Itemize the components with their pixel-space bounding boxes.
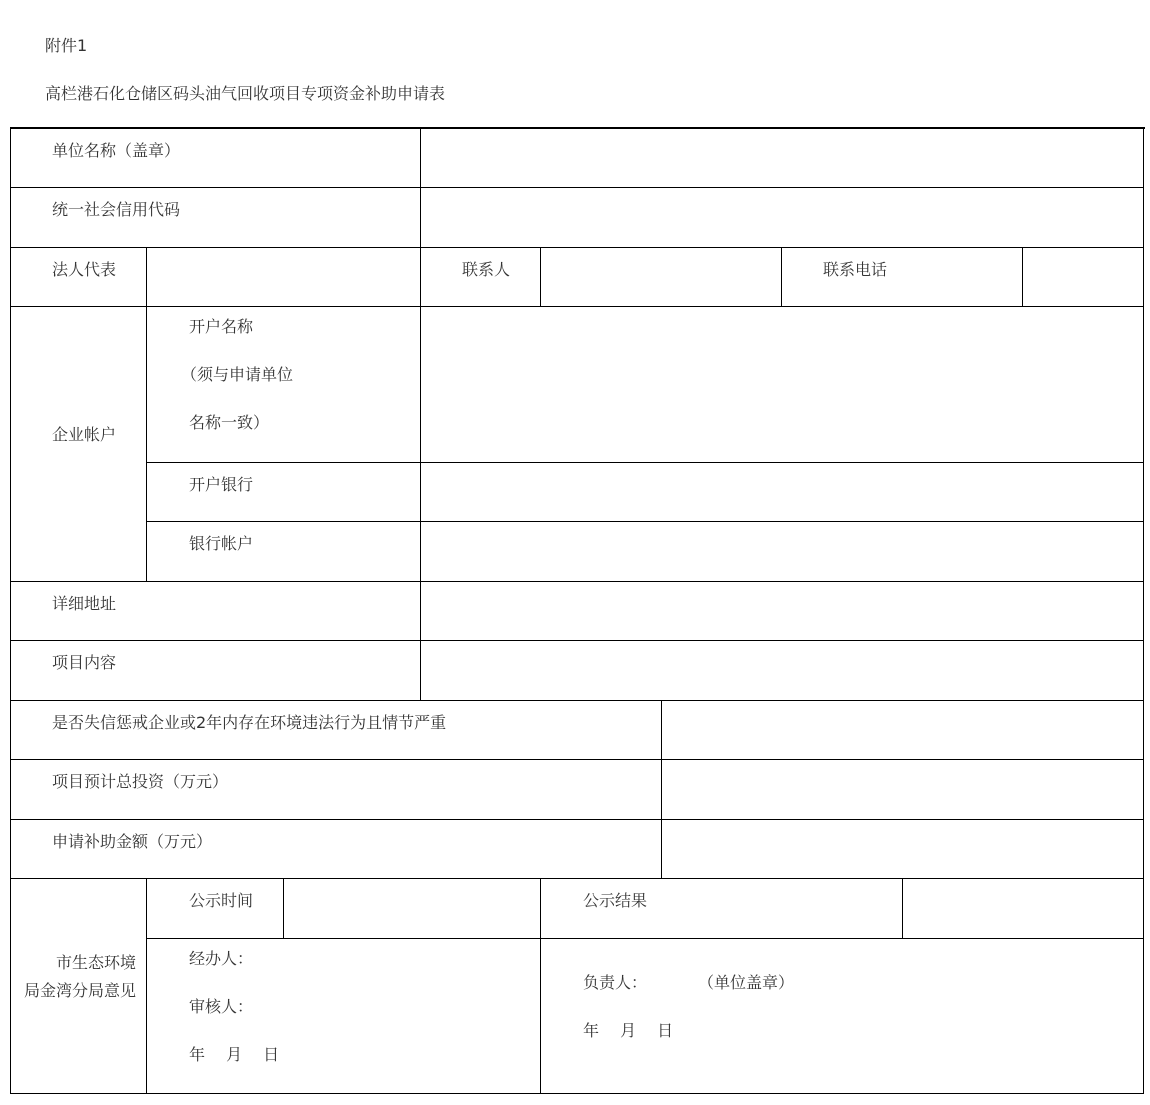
cell-account-name-label [146, 306, 421, 463]
publicity-time-field[interactable] [283, 878, 541, 939]
bank-account-field[interactable] [420, 521, 1144, 582]
label-line: 名称一致） [189, 413, 270, 432]
account-name-field[interactable] [420, 306, 1144, 463]
label: 是否失信惩戒企业或2年内存在环境违法行为且情节严重 [52, 713, 447, 732]
total-investment-field[interactable] [661, 759, 1144, 820]
cell-publicity-time-label [146, 878, 284, 939]
cell-phone-label [781, 247, 1023, 307]
contact-field[interactable] [540, 247, 782, 307]
label: 银行帐户 [189, 534, 254, 553]
cell-total-investment-label [10, 759, 662, 820]
responsible-label: 负责人： [583, 973, 648, 992]
subsidy-amount-field[interactable] [661, 819, 1144, 879]
table-top-border [10, 127, 1145, 129]
label: 详细地址 [52, 594, 117, 613]
phone-field[interactable] [1022, 247, 1144, 307]
unit-name-field[interactable] [420, 128, 1144, 188]
cell-dishonest-label [10, 700, 662, 760]
label: 联系电话 [823, 260, 888, 279]
cell-handler-signatures [146, 938, 541, 1094]
dishonest-field[interactable] [661, 700, 1144, 760]
cell-bank-label [146, 462, 421, 522]
cell-credit-code-label [10, 187, 421, 248]
label: 公示结果 [583, 891, 648, 910]
label-line: 市生态环境 [55, 953, 136, 972]
label: 开户银行 [189, 475, 254, 494]
label: 单位名称（盖章） [52, 141, 181, 160]
label: 统一社会信用代码 [52, 200, 181, 219]
label-line: 局金湾分局意见 [23, 981, 136, 1000]
legal-rep-field[interactable] [146, 247, 421, 307]
project-content-field[interactable] [420, 640, 1144, 701]
label: 企业帐户 [52, 425, 117, 444]
attachment-label: 附件1 [45, 36, 88, 55]
label: 公示时间 [189, 891, 254, 910]
cell-contact-label [420, 247, 541, 307]
handler-label: 经办人： [189, 949, 254, 968]
label: 法人代表 [52, 260, 117, 279]
reviewer-label: 审核人： [189, 997, 254, 1016]
cell-opinion-label [10, 878, 147, 1094]
cell-project-content-label [10, 640, 421, 701]
address-field[interactable] [420, 581, 1144, 641]
cell-responsible-signature [540, 938, 1144, 1094]
date-label: 年 月 日 [189, 1045, 280, 1064]
credit-code-field[interactable] [420, 187, 1144, 248]
label-line: 开户名称 [189, 317, 254, 336]
label: 项目预计总投资（万元） [52, 772, 229, 791]
bank-field[interactable] [420, 462, 1144, 522]
cell-publicity-result-label [540, 878, 903, 939]
date-label: 年 月 日 [583, 1021, 674, 1040]
unit-seal-label: （单位盖章） [698, 973, 795, 992]
cell-legal-rep-label [10, 247, 147, 307]
cell-account-label [10, 306, 147, 582]
label-line: （须与申请单位 [181, 365, 294, 384]
cell-bank-account-label [146, 521, 421, 582]
label: 联系人 [462, 260, 511, 279]
cell-subsidy-amount-label [10, 819, 662, 879]
label: 申请补助金额（万元） [52, 832, 213, 851]
publicity-result-field[interactable] [902, 878, 1144, 939]
form-title: 高栏港石化仓储区码头油气回收项目专项资金补助申请表 [45, 84, 446, 103]
cell-unit-name-label [10, 128, 421, 188]
cell-address-label [10, 581, 421, 641]
label: 项目内容 [52, 653, 117, 672]
